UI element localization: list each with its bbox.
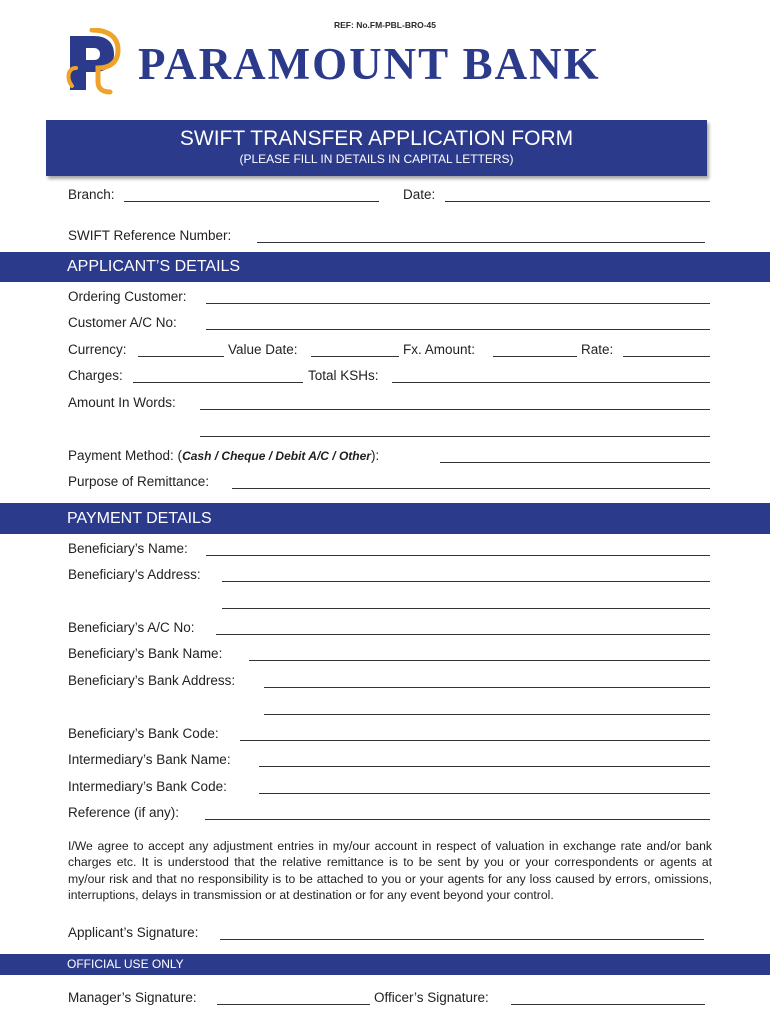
reference-field[interactable] (205, 806, 710, 820)
ben-bank-address-field-line-2[interactable] (264, 714, 710, 715)
swift-ref-label: SWIFT Reference Number: (68, 228, 232, 243)
int-bank-name-label: Intermediary’s Bank Name: (68, 752, 231, 767)
ben-ac-row (68, 620, 710, 640)
ben-bank-code-row (68, 726, 710, 746)
ben-name-label: Beneficiary’s Name: (68, 541, 188, 556)
value-date-field[interactable] (311, 343, 399, 357)
officer-signature-label: Officer’s Signature: (374, 990, 489, 1005)
swift-ref-field[interactable] (257, 229, 705, 243)
amount-words-row (68, 395, 710, 415)
agreement-text: I/We agree to accept any adjustment entries in my/our account in respect of valuation in exchange rate and/or bank charges etc. It is understood that the relative remittance is to be sent by you or your correspondents or agents at my/our risk and that no responsibility is to be attached to you or your agents for any loss caused by errors, omissions, interruptions, delays in transmission or at destination or for any event beyond your control. (68, 839, 712, 902)
ben-bank-address-label: Beneficiary’s Bank Address: (68, 673, 236, 688)
ordering-customer-field[interactable] (206, 290, 710, 304)
customer-ac-field[interactable] (206, 316, 710, 330)
rate-label: Rate: (581, 342, 614, 357)
ben-bank-name-label: Beneficiary’s Bank Name: (68, 646, 223, 661)
payment-method-options: Cash / Cheque / Debit A/C / Other (182, 449, 371, 463)
ben-name-field[interactable] (206, 542, 710, 556)
payment-method-field[interactable] (440, 449, 710, 463)
ordering-customer-label: Ordering Customer: (68, 289, 187, 304)
value-date-label: Value Date: (228, 342, 298, 357)
int-bank-code-label: Intermediary’s Bank Code: (68, 779, 227, 794)
manager-signature-field[interactable] (217, 991, 370, 1005)
fx-amount-field[interactable] (493, 343, 577, 357)
ben-bank-code-field[interactable] (240, 727, 710, 741)
ordering-customer-row (68, 289, 710, 309)
ben-bank-name-row (68, 646, 710, 666)
branch-field[interactable] (124, 188, 379, 202)
int-bank-code-field[interactable] (259, 780, 710, 794)
ben-ac-label: Beneficiary’s A/C No: (68, 620, 195, 635)
manager-signature-label: Manager’s Signature: (68, 990, 197, 1005)
ben-address-field[interactable] (222, 568, 710, 582)
date-field[interactable] (445, 188, 710, 202)
date-label: Date: (403, 187, 436, 202)
rate-field[interactable] (623, 343, 710, 357)
officer-signature-field[interactable] (511, 991, 705, 1005)
official-signatures-row (68, 990, 710, 1010)
form-reference: REF: No.FM-PBL-BRO-45 (334, 20, 436, 30)
ben-address-label: Beneficiary’s Address: (68, 567, 201, 582)
form-title: SWIFT TRANSFER APPLICATION FORM (179, 127, 574, 150)
total-kshs-label: Total KSHs: (308, 368, 379, 383)
customer-ac-row (68, 315, 710, 335)
applicant-signature-row (68, 925, 710, 945)
currency-label: Currency: (68, 342, 127, 357)
swift-ref-row (68, 228, 710, 248)
customer-ac-label: Customer A/C No: (68, 315, 177, 330)
payment-details-header: PAYMENT DETAILS (0, 503, 770, 534)
currency-row (68, 342, 710, 362)
ben-ac-field[interactable] (216, 621, 710, 635)
ben-bank-address-field[interactable] (264, 674, 710, 688)
ben-name-row (68, 541, 710, 561)
ben-bank-address-row (68, 673, 710, 693)
paramount-logo-icon (64, 28, 122, 98)
ben-address-field-line-2[interactable] (222, 608, 710, 609)
currency-field[interactable] (138, 343, 224, 357)
int-bank-name-field[interactable] (259, 753, 710, 767)
total-kshs-field[interactable] (392, 369, 710, 383)
ben-bank-name-field[interactable] (249, 647, 710, 661)
amount-words-field-line-2[interactable] (200, 436, 710, 437)
purpose-field[interactable] (232, 475, 710, 489)
applicant-signature-label: Applicant’s Signature: (68, 925, 199, 940)
reference-row (68, 805, 710, 825)
int-bank-code-row (68, 779, 710, 799)
fx-amount-label: Fx. Amount: (403, 342, 476, 357)
reference-label: Reference (if any): (68, 805, 180, 820)
applicant-details-header: APPLICANT’S DETAILS (0, 252, 770, 282)
branch-label: Branch: (68, 187, 115, 202)
int-bank-name-row (68, 752, 710, 772)
charges-label: Charges: (68, 368, 123, 383)
official-use-header: OFFICIAL USE ONLY (0, 954, 770, 975)
amount-words-label: Amount In Words: (68, 395, 176, 410)
purpose-row (68, 474, 710, 494)
payment-method-row (68, 448, 710, 468)
applicant-signature-field[interactable] (220, 926, 704, 940)
form-subtitle: (PLEASE FILL IN DETAILS IN CAPITAL LETTERS) (239, 152, 514, 166)
branch-date-row (68, 187, 710, 207)
charges-row (68, 368, 710, 388)
ben-bank-code-label: Beneficiary’s Bank Code: (68, 726, 219, 741)
payment-method-label: Payment Method: (Cash / Cheque / Debit A/C / Other): (68, 448, 380, 463)
amount-words-field[interactable] (200, 396, 710, 410)
bank-name: PARAMOUNT BANK (138, 39, 601, 89)
ben-address-row (68, 567, 710, 587)
charges-field[interactable] (133, 369, 303, 383)
form-title-box (46, 120, 707, 176)
purpose-label: Purpose of Remittance: (68, 474, 210, 489)
